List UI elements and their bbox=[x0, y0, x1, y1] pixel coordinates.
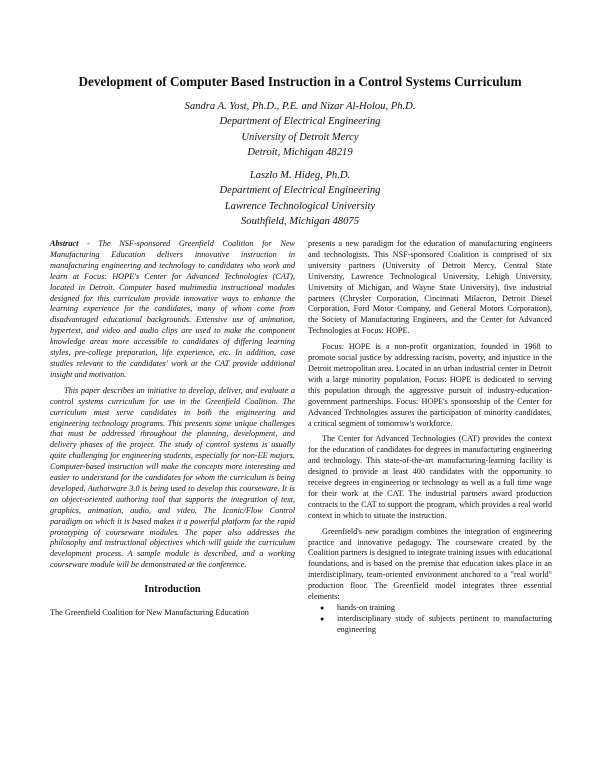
paper-title: Development of Computer Based Instruction in a Control Systems Curriculum bbox=[78, 74, 522, 89]
author-names-2: Laszlo M. Hideg, Ph.D. bbox=[249, 170, 351, 181]
left-column bbox=[50, 239, 295, 619]
body-paragraph-1: presents a new paradigm for the education of manufacturing engineers and technologists. This NSF-sponsored Coalition is comprised of six university partners (University of Detroit Mercy, Central State University, Lawrence Technological University, Lehigh University, University of Michigan, and Wayne State University), five industrial partners (Chrysler Corporation, Cincinnati Milacron, Detroit Diesel Corporation, Ford Motor Company, and General Motors Corporation), the Society of Manufacturing Engineers, and the Center for Advanced Technologies at Focus: HOPE. bbox=[308, 239, 552, 336]
affiliation-univ-1: University of Detroit Mercy bbox=[241, 131, 359, 143]
abstract-text-1: - The NSF-sponsored Greenfield Coalition for New Manufacturing Education delivers innovative instruction in manufacturing engineering and technology to candidates who work and learn at Focus: HOPE's Center for Advanced Technologies (CAT), located in Detroit. Computer based multimedia instructional modules designed for this curriculum provide innovative ways to enhance the learning experience for the candidates, many of whom come from disadvantaged educational backgrounds. Extensive use of animation, hypertext, and video and audio clips are used to make the component knowledge areas more accessible to candidates of differing learning styles, pre-college preparation, life experience, etc. In addition, case studies relevant to the candidates' work at the CAT provide additional insight and motivation. bbox=[50, 239, 295, 379]
introduction-heading: Introduction bbox=[144, 584, 201, 596]
affiliation-dept-2: Department of Electrical Engineering bbox=[219, 185, 381, 197]
abstract-paragraph-2: This paper describes an initiative to develop, deliver, and evaluate a control systems curriculum for use in the Greenfield Coalition. The curriculum must serve candidates in both the engineering and engineering technology programs. This presents some unique challenges that must be addressed throughout the planning, development, and delivery phases of the project. The study of control systems is usually quite challenging for engineering students, especially for non-EE majors. Computer-based instruction will make the concepts more interesting and easier to understand for the candidates for whom the curriculum is being developed. Authorware 3.0 is being used to develop this courseware. It is an object-oriented authoring tool that supports the integration of text, graphics, animation, audio, and video. The Iconic/Flow Control paradigm on which it is based makes it a powerful platform for the rapid prototyping of courseware modules. The paper also addresses the philosophy and instructional objectives which will guide the curriculum development process. A sample module is described, and a working courseware module will be demonstrated at the conference. bbox=[50, 385, 295, 570]
author-names-1: Sandra A. Yost, Ph.D., P.E. and Nizar Al-Holou, Ph.D. bbox=[184, 101, 416, 112]
affiliation-city-1: Detroit, Michigan 48219 bbox=[247, 147, 353, 159]
list-item: ● interdisciplinary study of subjects pertinent to manufacturing engineering bbox=[337, 614, 552, 636]
affiliation-dept-1: Department of Electrical Engineering bbox=[219, 116, 381, 128]
body-paragraph-2: Focus: HOPE is a non-profit organization, founded in 1968 to promote social justice by addressing racism, poverty, and injustice in the Detroit metropolitan area. Located in an urban industrial center in Detroit with a large minority population, Focus: HOPE is dedicated to serving this population through the aggressive pursuit of industry-education-government partnerships. Focus: HOPE's sponsorship of the Center for Advanced Technologies assures the participation of minority candidates, a critical segment of tomorrow's workforce. bbox=[308, 342, 552, 428]
affiliation-city-2: Southfield, Michigan 48075 bbox=[241, 216, 359, 228]
abstract-label: Abstract bbox=[50, 239, 79, 248]
affiliation-univ-2: Lawrence Technological University bbox=[224, 200, 376, 212]
body-paragraph-3: The Center for Advanced Technologies (CAT) provides the context for the education of candidates for degrees in manufacturing engineering and technology. This state-of-the-art manufacturing-learning facility is designed to provide at least 400 candidates with the opportunity to receive degrees in engineering or technology as well as a full time wage for their work at the CAT. The industrial partners award production contracts to the CAT to support the program, which provides a real world context in which to situate the instruction. bbox=[308, 434, 552, 520]
elements-list bbox=[308, 603, 552, 636]
body-paragraph-4: Greenfield's new paradigm combines the integration of engineering practice and innovative pedagogy. The courseware created by the Coalition partners is designed to integrate training issues with educational foundations, and is based on the premise that education takes place in an interdisciplinary, team-oriented environment anchored to a "real world" production floor. The Greenfield model integrates three essential elements: bbox=[308, 526, 553, 602]
abstract-paragraph-1 bbox=[50, 239, 295, 381]
authors-block-1 bbox=[0, 99, 600, 161]
intro-paragraph-1: The Greenfield Coalition for New Manufacturing Education bbox=[50, 608, 249, 618]
authors-block-2 bbox=[0, 168, 600, 230]
list-item: ● hands-on training bbox=[337, 603, 552, 614]
right-column bbox=[308, 239, 552, 636]
